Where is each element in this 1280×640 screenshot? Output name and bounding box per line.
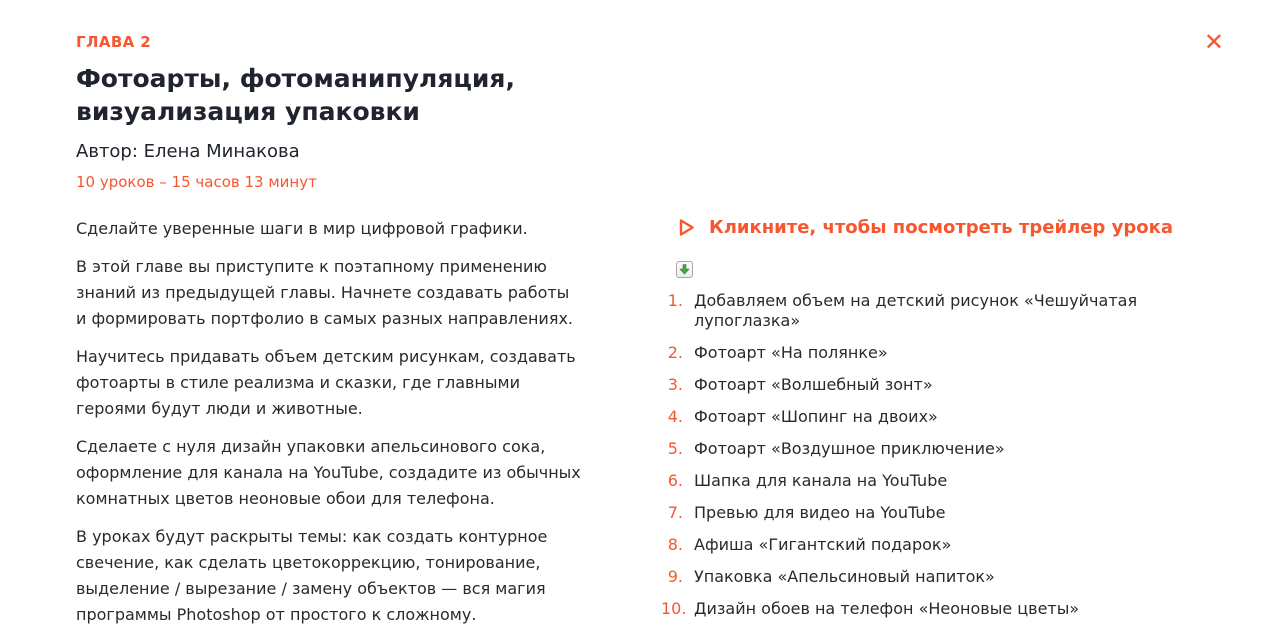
chapter-title: Фотоарты, фотоманипуляция, визуализация упаковки <box>76 64 515 126</box>
lesson-number: 1. <box>667 291 683 310</box>
lesson-number: 6. <box>667 471 683 490</box>
lesson-title: Фотоарт «На полянке» <box>694 343 888 362</box>
lesson-number: 4. <box>667 407 683 426</box>
lesson-title: Фотоарт «Воздушное приключение» <box>694 439 1005 458</box>
lesson-title: Дизайн обоев на телефон «Неоновые цветы» <box>694 599 1080 618</box>
lesson-title: Добавляем объем на детский рисунок «Чешуйчатая лупоглазка» <box>694 291 1138 330</box>
lesson-item-3[interactable] <box>661 375 1240 395</box>
lesson-title: Шапка для канала на YouTube <box>694 471 948 490</box>
lesson-item-2[interactable] <box>661 343 1240 363</box>
lesson-title: Превью для видео на YouTube <box>694 503 946 522</box>
two-column-layout <box>76 216 1240 640</box>
green-down-arrow-icon <box>679 264 690 275</box>
play-icon <box>676 216 697 239</box>
broken-image-icon <box>676 261 693 278</box>
description-paragraph: Сделаете с нуля дизайн упаковки апельсинового сока, оформление для канала на YouTube, создадите из обычных комнатных цветов неоновые обои для телефона. <box>76 437 581 508</box>
lesson-number: 3. <box>667 375 683 394</box>
lesson-number: 9. <box>667 567 683 586</box>
description-paragraph: Научитесь придавать объем детским рисункам, создавать фотоарты в стиле реализма и сказки, где главными героями будут люди и животные. <box>76 347 576 418</box>
lesson-item-7[interactable] <box>661 503 1240 523</box>
lesson-item-6[interactable] <box>661 471 1240 491</box>
lesson-number: 8. <box>667 535 683 554</box>
lesson-title: Фотоарт «Шопинг на двоих» <box>694 407 938 426</box>
lesson-title: Афиша «Гигантский подарок» <box>694 535 952 554</box>
lesson-number: 5. <box>667 439 683 458</box>
chapter-label: ГЛАВА 2 <box>76 33 152 51</box>
trailer-link[interactable] <box>661 216 1240 239</box>
lessons-panel <box>661 216 1240 640</box>
lesson-number: 2. <box>667 343 683 362</box>
lesson-item-9[interactable] <box>661 567 1240 587</box>
lesson-item-4[interactable] <box>661 407 1240 427</box>
trailer-label: Кликните, чтобы посмотреть трейлер урока <box>709 217 1173 238</box>
lesson-title: Упаковка «Апельсиновый напиток» <box>694 567 995 586</box>
lesson-list <box>661 291 1240 619</box>
description-paragraph: В этой главе вы приступите к поэтапному применению знаний из предыдущей главы. Начнете создавать работы и формировать портфолио в самых разных направлениях. <box>76 257 574 328</box>
chapter-description <box>76 216 581 640</box>
description-paragraph: В уроках будут раскрыты темы: как создать контурное свечение, как сделать цветокоррекцию, тонирование, выделение / вырезание / замену объектов — вся магия программы Photoshop от простого к сложному. <box>76 527 548 624</box>
description-paragraph: Сделайте уверенные шаги в мир цифровой графики. <box>76 219 528 238</box>
chapter-author: Автор: Елена Минакова <box>76 141 300 162</box>
lesson-title: Фотоарт «Волшебный зонт» <box>694 375 933 394</box>
close-icon[interactable]: ✕ <box>1203 28 1224 56</box>
lesson-number: 10. <box>661 599 687 618</box>
chapter-duration: 10 уроков – 15 часов 13 минут <box>76 173 317 191</box>
lesson-item-1[interactable] <box>661 291 1240 331</box>
lesson-item-5[interactable] <box>661 439 1240 459</box>
lesson-item-10[interactable] <box>661 599 1240 619</box>
lesson-item-8[interactable] <box>661 535 1240 555</box>
lesson-number: 7. <box>667 503 683 522</box>
